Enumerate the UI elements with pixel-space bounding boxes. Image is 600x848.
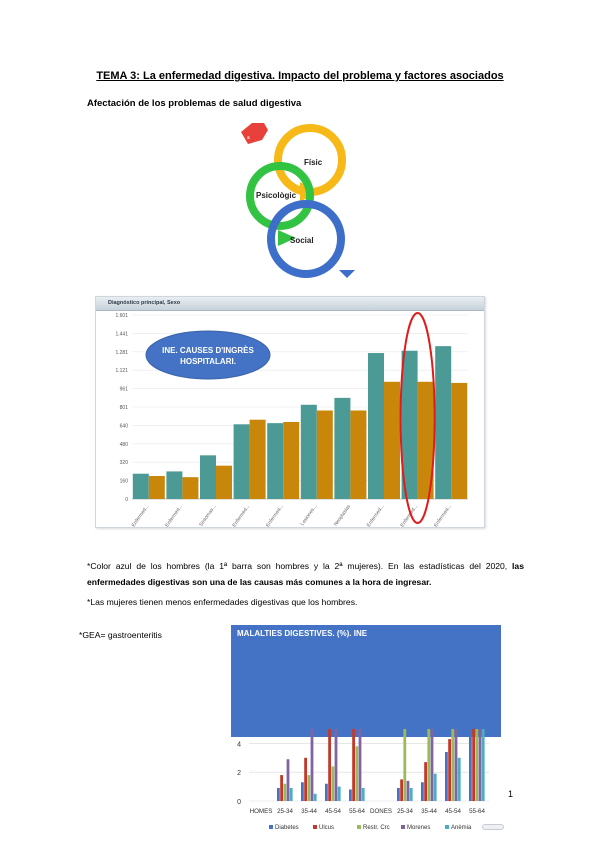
x-tick-label: Enfermed... [265,503,285,529]
digestive-diseases-chart [231,625,501,835]
series-bar [287,759,290,801]
legend-label: Morenes [407,825,431,831]
series-bar [475,729,478,801]
x-tick-label: 55-64 [349,808,365,815]
series-bar [424,762,427,801]
series-bar [410,788,413,801]
women-bar [149,476,165,499]
men-bar [301,405,317,499]
psicologic-label: Psicològic [256,191,297,200]
men-bar [133,474,149,499]
series-bar [397,788,400,801]
y-tick-label: 480 [119,441,128,448]
x-tick-label: Síntomas... [198,503,218,528]
series-bar [482,729,485,801]
x-tick-label: 35-44 [421,808,437,815]
series-bar [455,729,458,801]
chart-title: MALALTIES DIGESTIVES. (%). INE [237,629,368,638]
x-tick-label: HOMES [249,808,273,815]
x-tick-label: Lesiones... [299,503,319,527]
legend-swatch [269,825,273,829]
series-bar [349,789,352,801]
series-bar [472,729,475,801]
series-bar [359,729,362,801]
series-bar [311,729,314,801]
y-tick-label: 1.601 [115,313,128,319]
series-bar [448,739,451,801]
y-tick-label: 1.281 [115,349,128,356]
x-tick-label: 45-54 [445,808,461,815]
women-bar [182,477,198,499]
callout-bubble [146,331,270,379]
social-label: Social [290,236,314,245]
legend-label: Restr. Crc [363,825,390,831]
legend-label: Diabetes [275,825,299,831]
men-bar [334,398,350,499]
series-bar [314,794,317,801]
gea-note: *GEA= gastroenteritis [79,630,162,640]
x-tick-label: Enfermed... [399,503,420,529]
legend-swatch [357,825,361,829]
hospital-admissions-chart [95,296,485,528]
page-number: 1 [508,789,514,799]
women-bar [350,411,366,499]
series-bar [290,788,293,801]
women-note: *Las mujeres tienen menos enfermedades digestivas que los hombres. [87,597,358,607]
section-subtitle: Afectación de los problemas de salud digestiva [87,98,302,109]
color-note-text: *Color azul de los hombres (la 1ª barra son hombres y la 2ª mujeres). En las estadísticas del 2020, [87,561,513,571]
series-bar [431,729,434,801]
women-bar [451,383,467,499]
fisic-label: Físic [304,158,323,167]
men-bar [234,424,250,499]
series-bar [400,779,403,801]
series-bar [445,752,448,801]
series-bar [407,781,410,801]
x-tick-label: Enfermed... [365,503,386,529]
y-tick-label: 2 [237,770,241,778]
x-tick-label: 25-34 [397,808,413,815]
men-bar [200,455,216,499]
y-tick-label: 320 [119,460,128,467]
x-tick-label: 25-34 [277,808,293,815]
y-tick-label: 801 [119,405,128,411]
y-tick-label: 961 [119,386,128,393]
y-tick-label: 0 [125,497,128,503]
series-bar [451,729,454,801]
svg-text:&: & [247,135,251,140]
women-bar [384,382,400,499]
series-bar [301,782,304,801]
series-bar [331,766,334,801]
color-note-bold: las enfermedades digestivas son una de las causas más comunes a la hora de ingresar. [87,561,524,587]
series-bar [338,787,341,801]
y-tick-label: 1.441 [115,331,128,338]
series-bar [307,775,310,801]
x-tick-label: Enfermed... [231,503,252,529]
legend-swatch [313,825,317,829]
x-tick-label: 45-54 [325,808,341,815]
series-bar [328,729,331,801]
legend-swatch [445,825,449,829]
callout-line-1: INE. CAUSES D'INGRÈS [162,346,254,355]
series-bar [355,746,358,801]
series-bar [479,729,482,801]
series-bar [434,774,437,801]
social-arrow-icon [339,270,355,278]
men-bar [435,346,451,499]
y-tick-label: 640 [119,423,128,430]
scroll-tab[interactable] [482,824,504,830]
series-bar [469,732,472,801]
x-tick-label: 55-64 [469,808,485,815]
series-bar [362,788,365,801]
women-bar [317,411,333,499]
series-bar [335,729,338,801]
women-bar [283,422,299,499]
men-bar [267,423,283,499]
series-bar [458,758,461,801]
women-bar [250,420,266,499]
women-bar [216,466,232,499]
hospital-admissions-plot [96,311,486,529]
series-bar [280,775,283,801]
series-bar [421,782,424,801]
page-title: TEMA 3: La enfermedad digestiva. Impacto del problema y factores asociados [96,70,504,82]
x-tick-label: DONES [369,808,393,815]
x-tick-label: Enfermed... [130,503,151,529]
men-bar [368,353,384,499]
series-bar [427,729,430,801]
y-tick-label: 4 [237,741,241,749]
legend-swatch [401,825,405,829]
y-tick-label: 1.121 [115,368,128,375]
chart-title-banner [231,625,501,737]
men-bar [166,471,182,499]
x-tick-label: Enfermed... [164,503,185,529]
color-note [87,558,524,590]
legend-label: Anèmia [451,825,472,831]
x-tick-label: Enfermed... [433,503,453,529]
y-tick-label: 0 [237,799,241,806]
x-tick-label: Neoplasias [332,503,353,528]
series-bar [403,729,406,801]
corner-logo-icon [241,123,268,144]
series-bar [304,758,307,801]
callout-line-2: HOSPITALARI. [180,357,236,366]
series-bar [277,788,280,801]
series-bar [325,784,328,801]
impact-cycle-diagram [238,120,363,280]
x-tick-label: 35-44 [301,808,317,815]
chart-header: Diagnóstico principal, Sexo [96,297,484,311]
digestive-diseases-plot [231,729,501,835]
legend-label: Ulcus [319,825,335,831]
y-tick-label: 160 [119,478,128,485]
series-bar [352,729,355,801]
series-bar [283,784,286,801]
